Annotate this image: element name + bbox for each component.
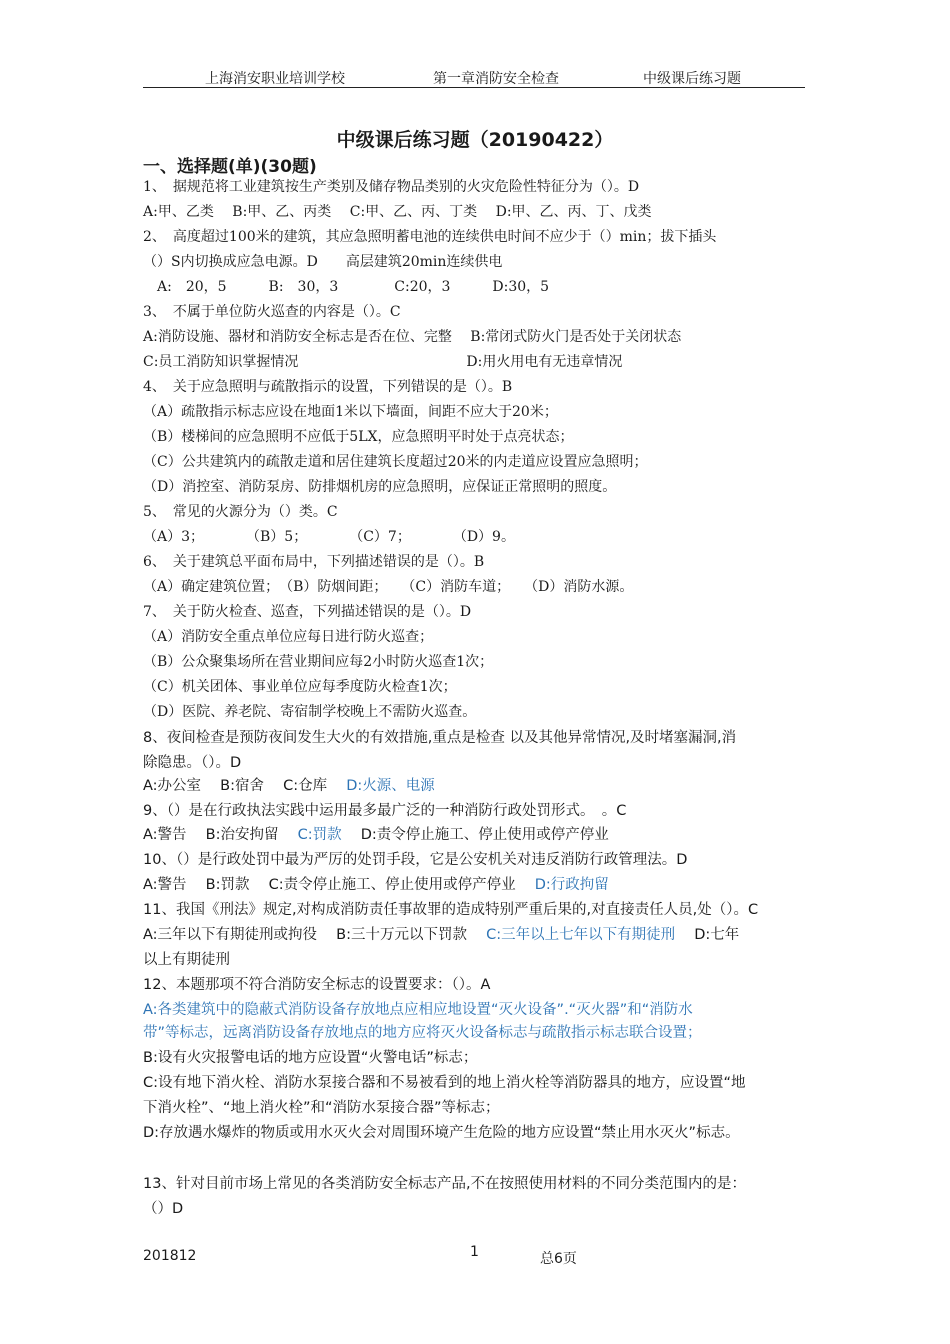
text-line: 1、 据规范将工业建筑按生产类别及储存物品类别的火灾危险性特征分为（）。D bbox=[143, 179, 640, 195]
text-line bbox=[143, 873, 609, 894]
text-line: （C）公共建筑内的疏散走道和居住建筑长度超过20米的内走道应设置应急照明； bbox=[143, 454, 648, 470]
text-line: （C）机关团体、事业单位应每季度防火检查1次； bbox=[143, 679, 457, 695]
text-line: B:设有火灾报警电话的地方应设置“火警电话”标志； bbox=[143, 1050, 478, 1066]
answer-highlight: D:火源、电源 bbox=[346, 778, 435, 794]
text-line: （B）楼梯间的应急照明不应低于5LX，应急照明平时处于点亮状态； bbox=[143, 429, 574, 445]
text-line bbox=[143, 923, 739, 944]
text-line: 除隐患。（）。D bbox=[143, 755, 242, 771]
section-heading: 一、选择题(单)(30题) bbox=[143, 157, 317, 177]
header-doc-title: 中级课后练习题 bbox=[643, 71, 741, 87]
text-line: C:员工消防知识掌握情况 D:用火用电有无违章情况 bbox=[143, 354, 623, 370]
text-line: （A）消防安全重点单位应每日进行防火巡查； bbox=[143, 629, 434, 645]
text-line: C:设有地下消火栓、消防水泵接合器和不易被看到的地上消火栓等消防器具的地方，应设置“地 bbox=[143, 1075, 746, 1091]
answer-highlight: D:行政拘留 bbox=[534, 877, 609, 893]
header-rule bbox=[143, 87, 805, 88]
text-line: （D）消控室、消防泵房、防排烟机房的应急照明，应保证正常照明的照度。 bbox=[143, 479, 617, 495]
text-line: 4、 关于应急照明与疏散指示的设置，下列错误的是（）。B bbox=[143, 379, 513, 395]
text-segment: D:责令停止施工、停止使用或停产停业 bbox=[341, 827, 609, 843]
text-segment: A:三年以下有期徒刑或拘役 B:三十万元以下罚款 bbox=[143, 927, 487, 943]
text-line: （D）医院、养老院、寄宿制学校晚上不需防火巡查。 bbox=[143, 704, 477, 720]
text-line: 7、 关于防火检查、巡查，下列描述错误的是（）。D bbox=[143, 604, 472, 620]
text-line bbox=[143, 823, 609, 844]
footer-total-pages: 总6页 bbox=[540, 1251, 577, 1267]
text-line: （）D bbox=[143, 1201, 184, 1217]
answer-highlight: C:三年以上七年以下有期徒刑 bbox=[486, 927, 676, 943]
text-line: A:消防设施、器材和消防安全标志是否在位、完整 B:常闭式防火门是否处于关闭状态 bbox=[143, 329, 682, 345]
text-line: 6、 关于建筑总平面布局中，下列描述错误的是（）。B bbox=[143, 554, 485, 570]
text-line: 9、（）是在行政执法实践中运用最多最广泛的一种消防行政处罚形式。 。C bbox=[143, 803, 627, 819]
text-segment: A:办公室 B:宿舍 C:仓库 bbox=[143, 778, 347, 794]
text-segment: A:警告 B:罚款 C:责令停止施工、停止使用或停产停业 bbox=[143, 877, 535, 893]
answer-highlight: A:各类建筑中的隐蔽式消防设备存放地点应相应地设置“灭火设备”.“灭火器”和“消防水 bbox=[143, 1002, 693, 1018]
text-line: （）S内切换成应急电源。D 高层建筑20min连续供电 bbox=[143, 254, 503, 270]
page-title: 中级课后练习题（20190422） bbox=[336, 129, 614, 151]
text-line: 8、夜间检查是预防夜间发生大火的有效措施,重点是检查 以及其他异常情况,及时堵塞漏洞,消 bbox=[143, 730, 737, 746]
text-line bbox=[143, 774, 435, 795]
header-school: 上海消安职业培训学校 bbox=[205, 71, 345, 87]
text-line: 5、 常见的火源分为（）类。C bbox=[143, 504, 338, 520]
text-line: D:存放遇水爆炸的物质或用水灭火会对周围环境产生危险的地方应设置“禁止用水灭火”标志。 bbox=[143, 1125, 740, 1141]
text-line: 3、 不属于单位防火巡查的内容是（）。C bbox=[143, 304, 401, 320]
answer-highlight: 带”等标志，远离消防设备存放地点的地方应将灭火设备标志与疏散指示标志联合设置； bbox=[143, 1025, 702, 1041]
header-chapter: 第一章消防安全检查 bbox=[433, 71, 559, 87]
text-line: 13、针对目前市场上常见的各类消防安全标志产品,不在按照使用材料的不同分类范围内的是： bbox=[143, 1176, 747, 1192]
text-line: 2、 高度超过100米的建筑，其应急照明蓄电池的连续供电时间不应少于（）min；拔下插头 bbox=[143, 229, 717, 245]
text-line: （A）3； （B）5； （C）7； （D）9。 bbox=[143, 529, 515, 545]
answer-highlight: C:罚款 bbox=[297, 827, 342, 843]
text-line: 10、（）是行政处罚中最为严厉的处罚手段，它是公安机关对违反消防行政管理法。D bbox=[143, 852, 688, 868]
footer-date: 201812 bbox=[143, 1248, 197, 1264]
text-line: （A）确定建筑位置； （B）防烟间距； （C）消防车道； （D）消防水源。 bbox=[143, 579, 634, 595]
text-line: （B）公众聚集场所在营业期间应每2小时防火巡查1次； bbox=[143, 654, 494, 670]
text-line: 12、本题那项不符合消防安全标志的设置要求：（）。A bbox=[143, 977, 491, 993]
text-line: 以上有期徒刑 bbox=[143, 952, 230, 968]
text-segment: D:七年 bbox=[675, 927, 740, 943]
text-line: （A）疏散指示标志应设在地面1米以下墙面，间距不应大于20米； bbox=[143, 404, 558, 420]
text-line: A: 20，5 B: 30，3 C:20，3 D:30，5 bbox=[143, 279, 550, 295]
text-line bbox=[143, 998, 693, 1019]
text-segment: A:警告 B:治安拘留 bbox=[143, 827, 298, 843]
text-line bbox=[143, 1021, 702, 1042]
text-line: 11、我国《刑法》规定,对构成消防责任事故罪的造成特别严重后果的,对直接责任人员,处（）。C bbox=[143, 902, 759, 918]
text-line: A:甲、乙类 B:甲、乙、丙类 C:甲、乙、丙、丁类 D:甲、乙、丙、丁、戊类 bbox=[143, 204, 652, 220]
footer-page-number: 1 bbox=[470, 1244, 479, 1260]
text-line: 下消火栓”、“地上消火栓”和“消防水泵接合器”等标志； bbox=[143, 1100, 500, 1116]
